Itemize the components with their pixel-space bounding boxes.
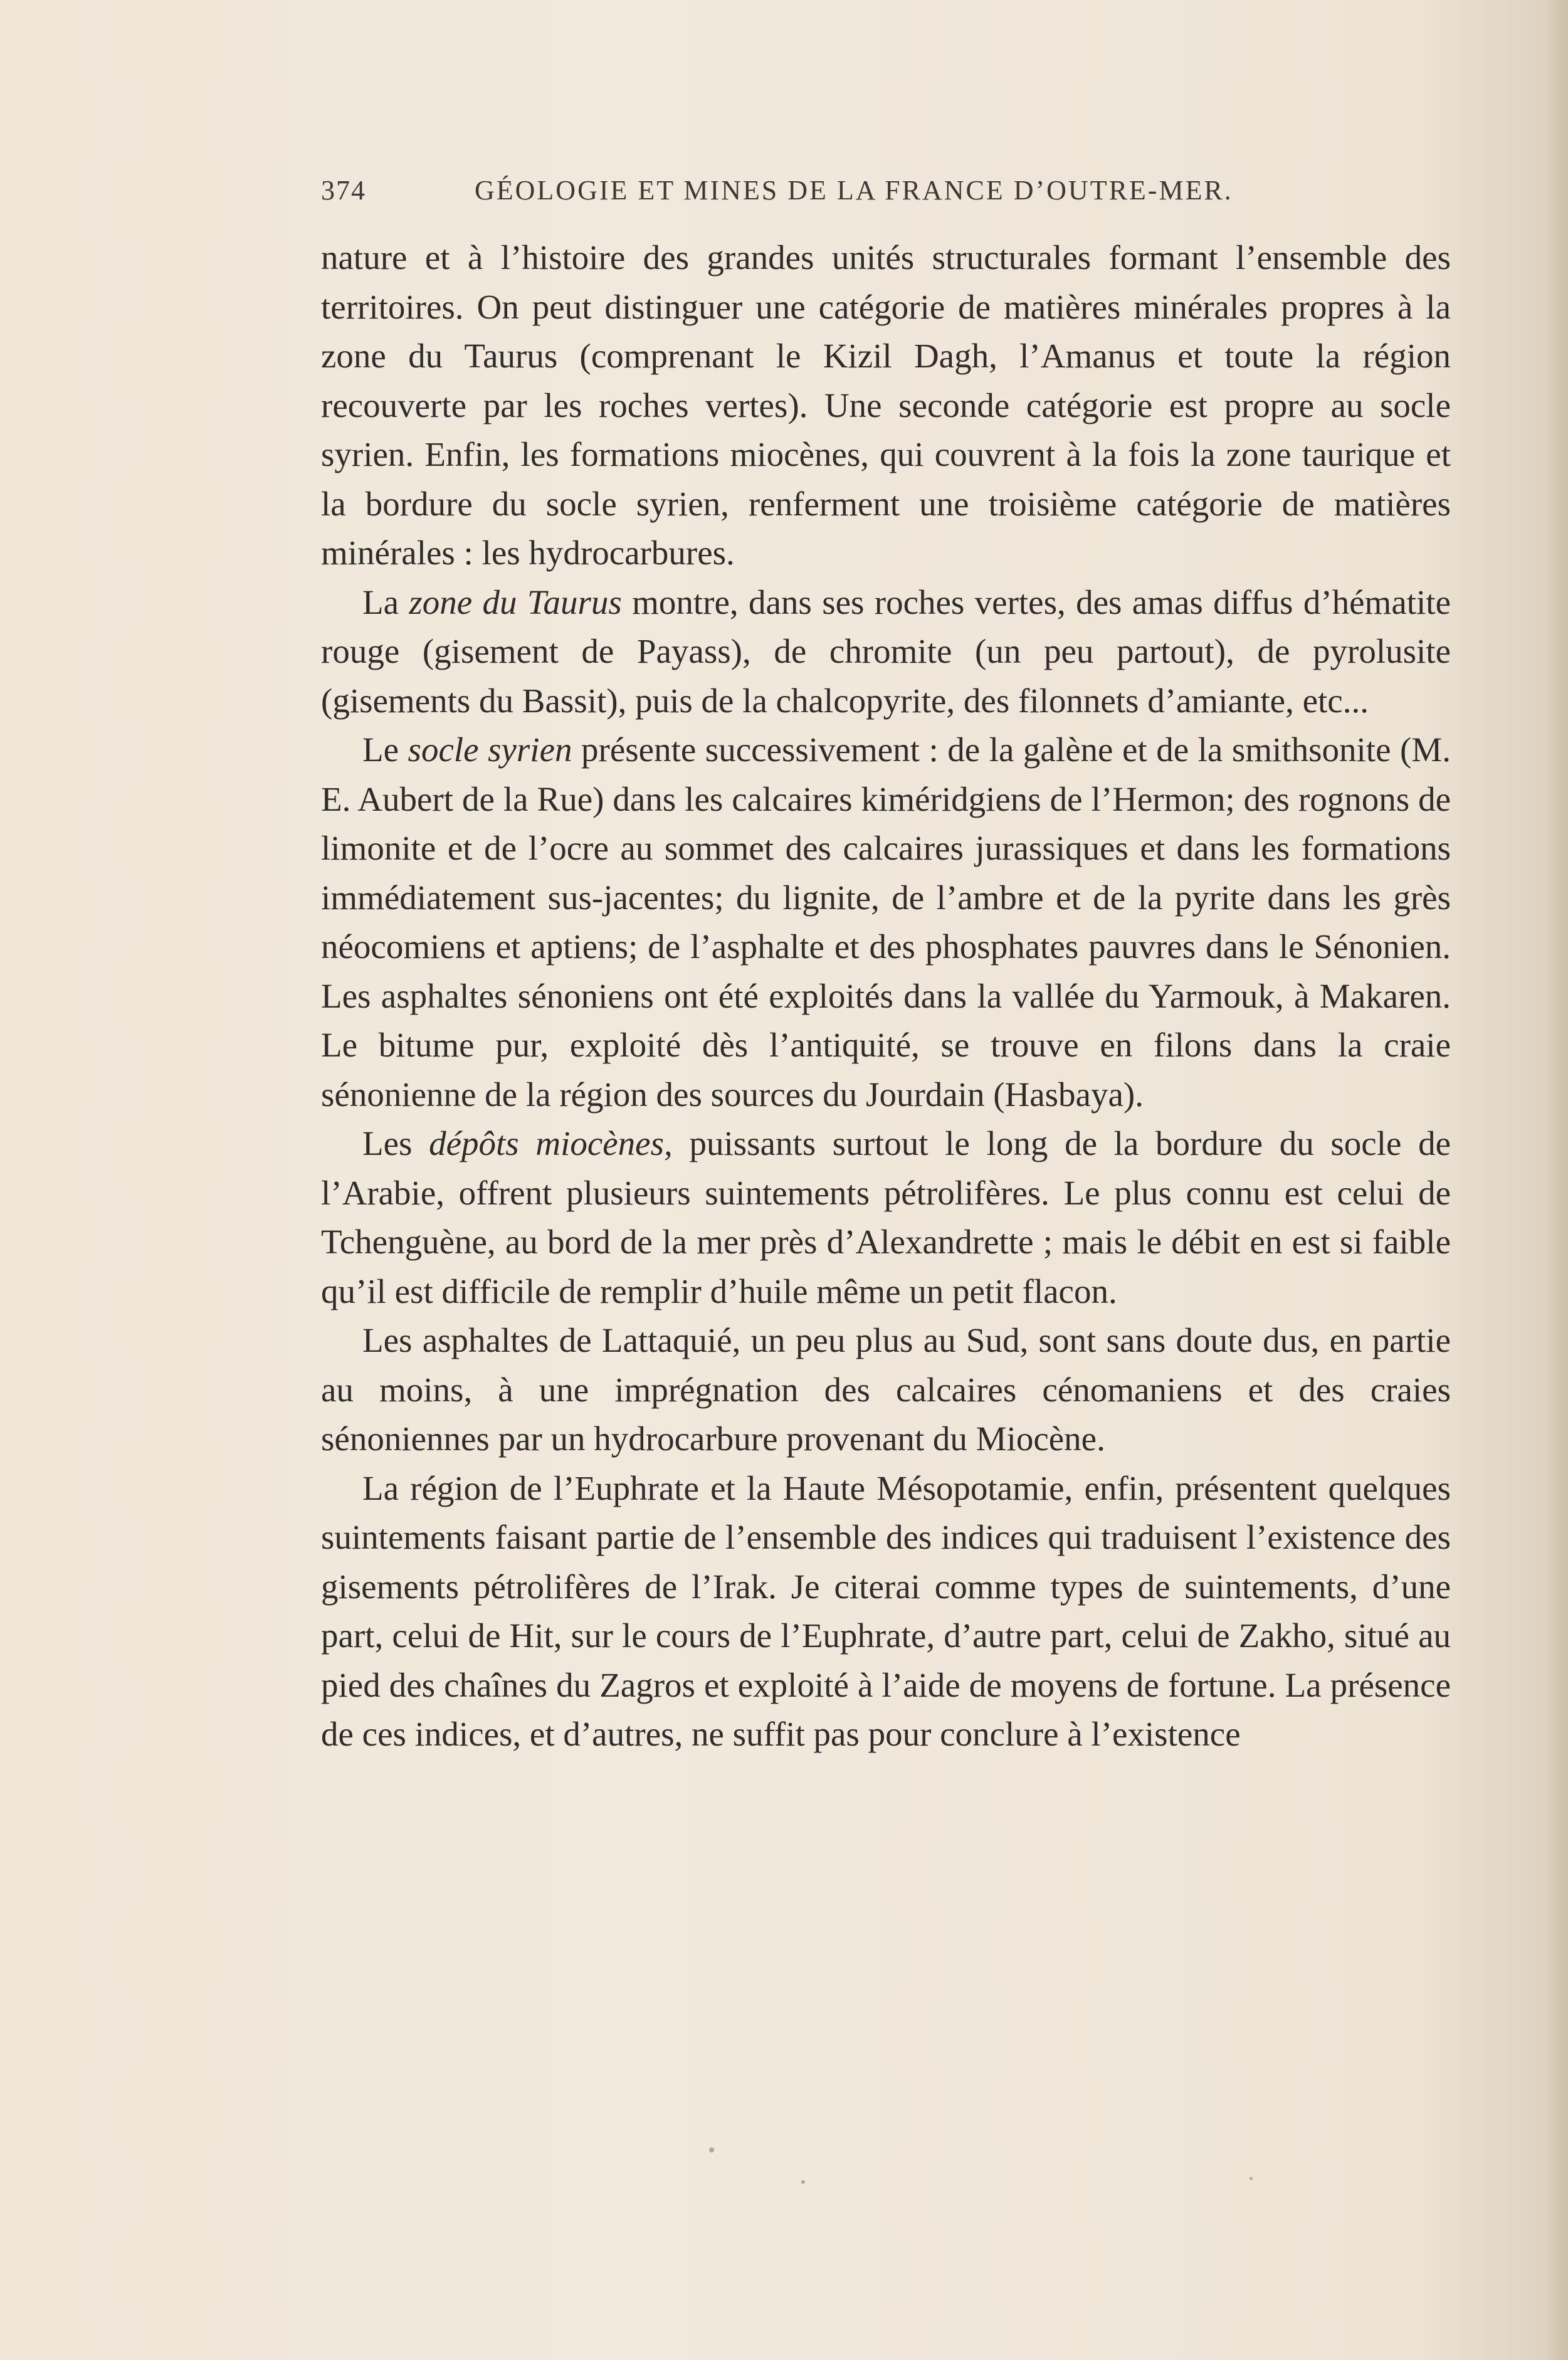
paragraph xyxy=(321,578,1451,726)
page-number: 374 xyxy=(321,175,366,206)
text-run: Les xyxy=(362,1124,429,1162)
paragraph xyxy=(321,1119,1451,1316)
text-run: montre, dans ses roches vertes, des amas diffus d’hématite rouge (gisement de Payass), de chromite (un peu partout), de pyrolusite (gisements du Bassit), puis de la chalcopyrite, des filonnets d’amiante, etc... xyxy=(321,582,1451,720)
body-text xyxy=(321,233,1451,1759)
running-head: GÉOLOGIE ET MINES DE LA FRANCE D’OUTRE-MER. xyxy=(475,175,1233,206)
text-run: nature et à l’histoire des grandes unités structurales formant l’ensemble des territoires. On peut distinguer une catégorie de matières minérales propres à la zone du Taurus (comprenant le Kizil Dagh, l’Amanus et toute la région recouverte par les roches vertes). Une seconde catégorie est propre au socle syrien. Enfin, les formations miocènes, qui couvrent à la fois la zone taurique et la bordure du socle syrien, renferment une troisième catégorie de matières minérales : les hydrocarbures. xyxy=(321,238,1451,572)
paper-speck xyxy=(801,2180,805,2184)
text-run: puissants surtout le long de la bordure du socle de l’Arabie, offrent plusieurs suintements pétrolifères. Le plus connu est celui de Tchenguène, au bord de la mer près d’Alexandrette ; mais le débit en est si faible qu’il est difficile de remplir d’huile même un petit flacon. xyxy=(321,1124,1451,1310)
paragraph xyxy=(321,1464,1451,1759)
italic-term: dépôts miocènes, xyxy=(429,1124,673,1162)
paper-speck xyxy=(709,2147,714,2152)
text-run: Le xyxy=(362,730,408,769)
page-header xyxy=(321,174,1450,212)
text-run: La xyxy=(362,582,409,621)
paragraph xyxy=(321,1316,1451,1464)
text-run: La région de l’Euphrate et la Haute Mésopotamie, enfin, présentent quelques suintements faisant partie de l’ensemble des indices qui traduisent l’existence des gisements pétrolifères de l’Irak. Je citerai comme types de suintements, d’une part, celui de Hit, sur le cours de l’Euphrate, d’autre part, celui de Zakho, situé au pied des chaînes du Zagros et exploité à l’aide de moyens de fortune. La présence de ces indices, et d’autres, ne suffit pas pour conclure à l’existence xyxy=(321,1468,1451,1753)
italic-term: zone du Taurus xyxy=(409,582,622,621)
page-edge-shadow xyxy=(1543,0,1568,2360)
text-run: Les asphaltes de Lattaquié, un peu plus au Sud, sont sans doute dus, en partie au moins, à une imprégnation des calcaires cénomaniens et des craies sénoniennes par un hydrocarbure provenant du Miocène. xyxy=(321,1321,1451,1458)
italic-term: socle syrien xyxy=(408,730,572,769)
paragraph xyxy=(321,725,1451,1119)
text-run: présente successivement : de la galène et de la smithsonite (M. E. Aubert de la Rue) dans les calcaires kiméridgiens de l’Hermon; des rognons de limonite et de l’ocre au sommet des calcaires jurassiques et dans les formations immédiatement sus-jacentes; du lignite, de l’ambre et de la pyrite dans les grès néocomiens et aptiens; de l’asphalte et des phosphates pauvres dans le Sénonien. Les asphaltes sénoniens ont été exploités dans la vallée du Yarmouk, à Makaren. Le bitume pur, exploité dès l’antiquité, se trouve en filons dans la craie sénonienne de la région des sources du Jourdain (Hasbaya). xyxy=(321,730,1451,1114)
paper-speck xyxy=(1250,2177,1253,2180)
paragraph xyxy=(321,233,1451,578)
